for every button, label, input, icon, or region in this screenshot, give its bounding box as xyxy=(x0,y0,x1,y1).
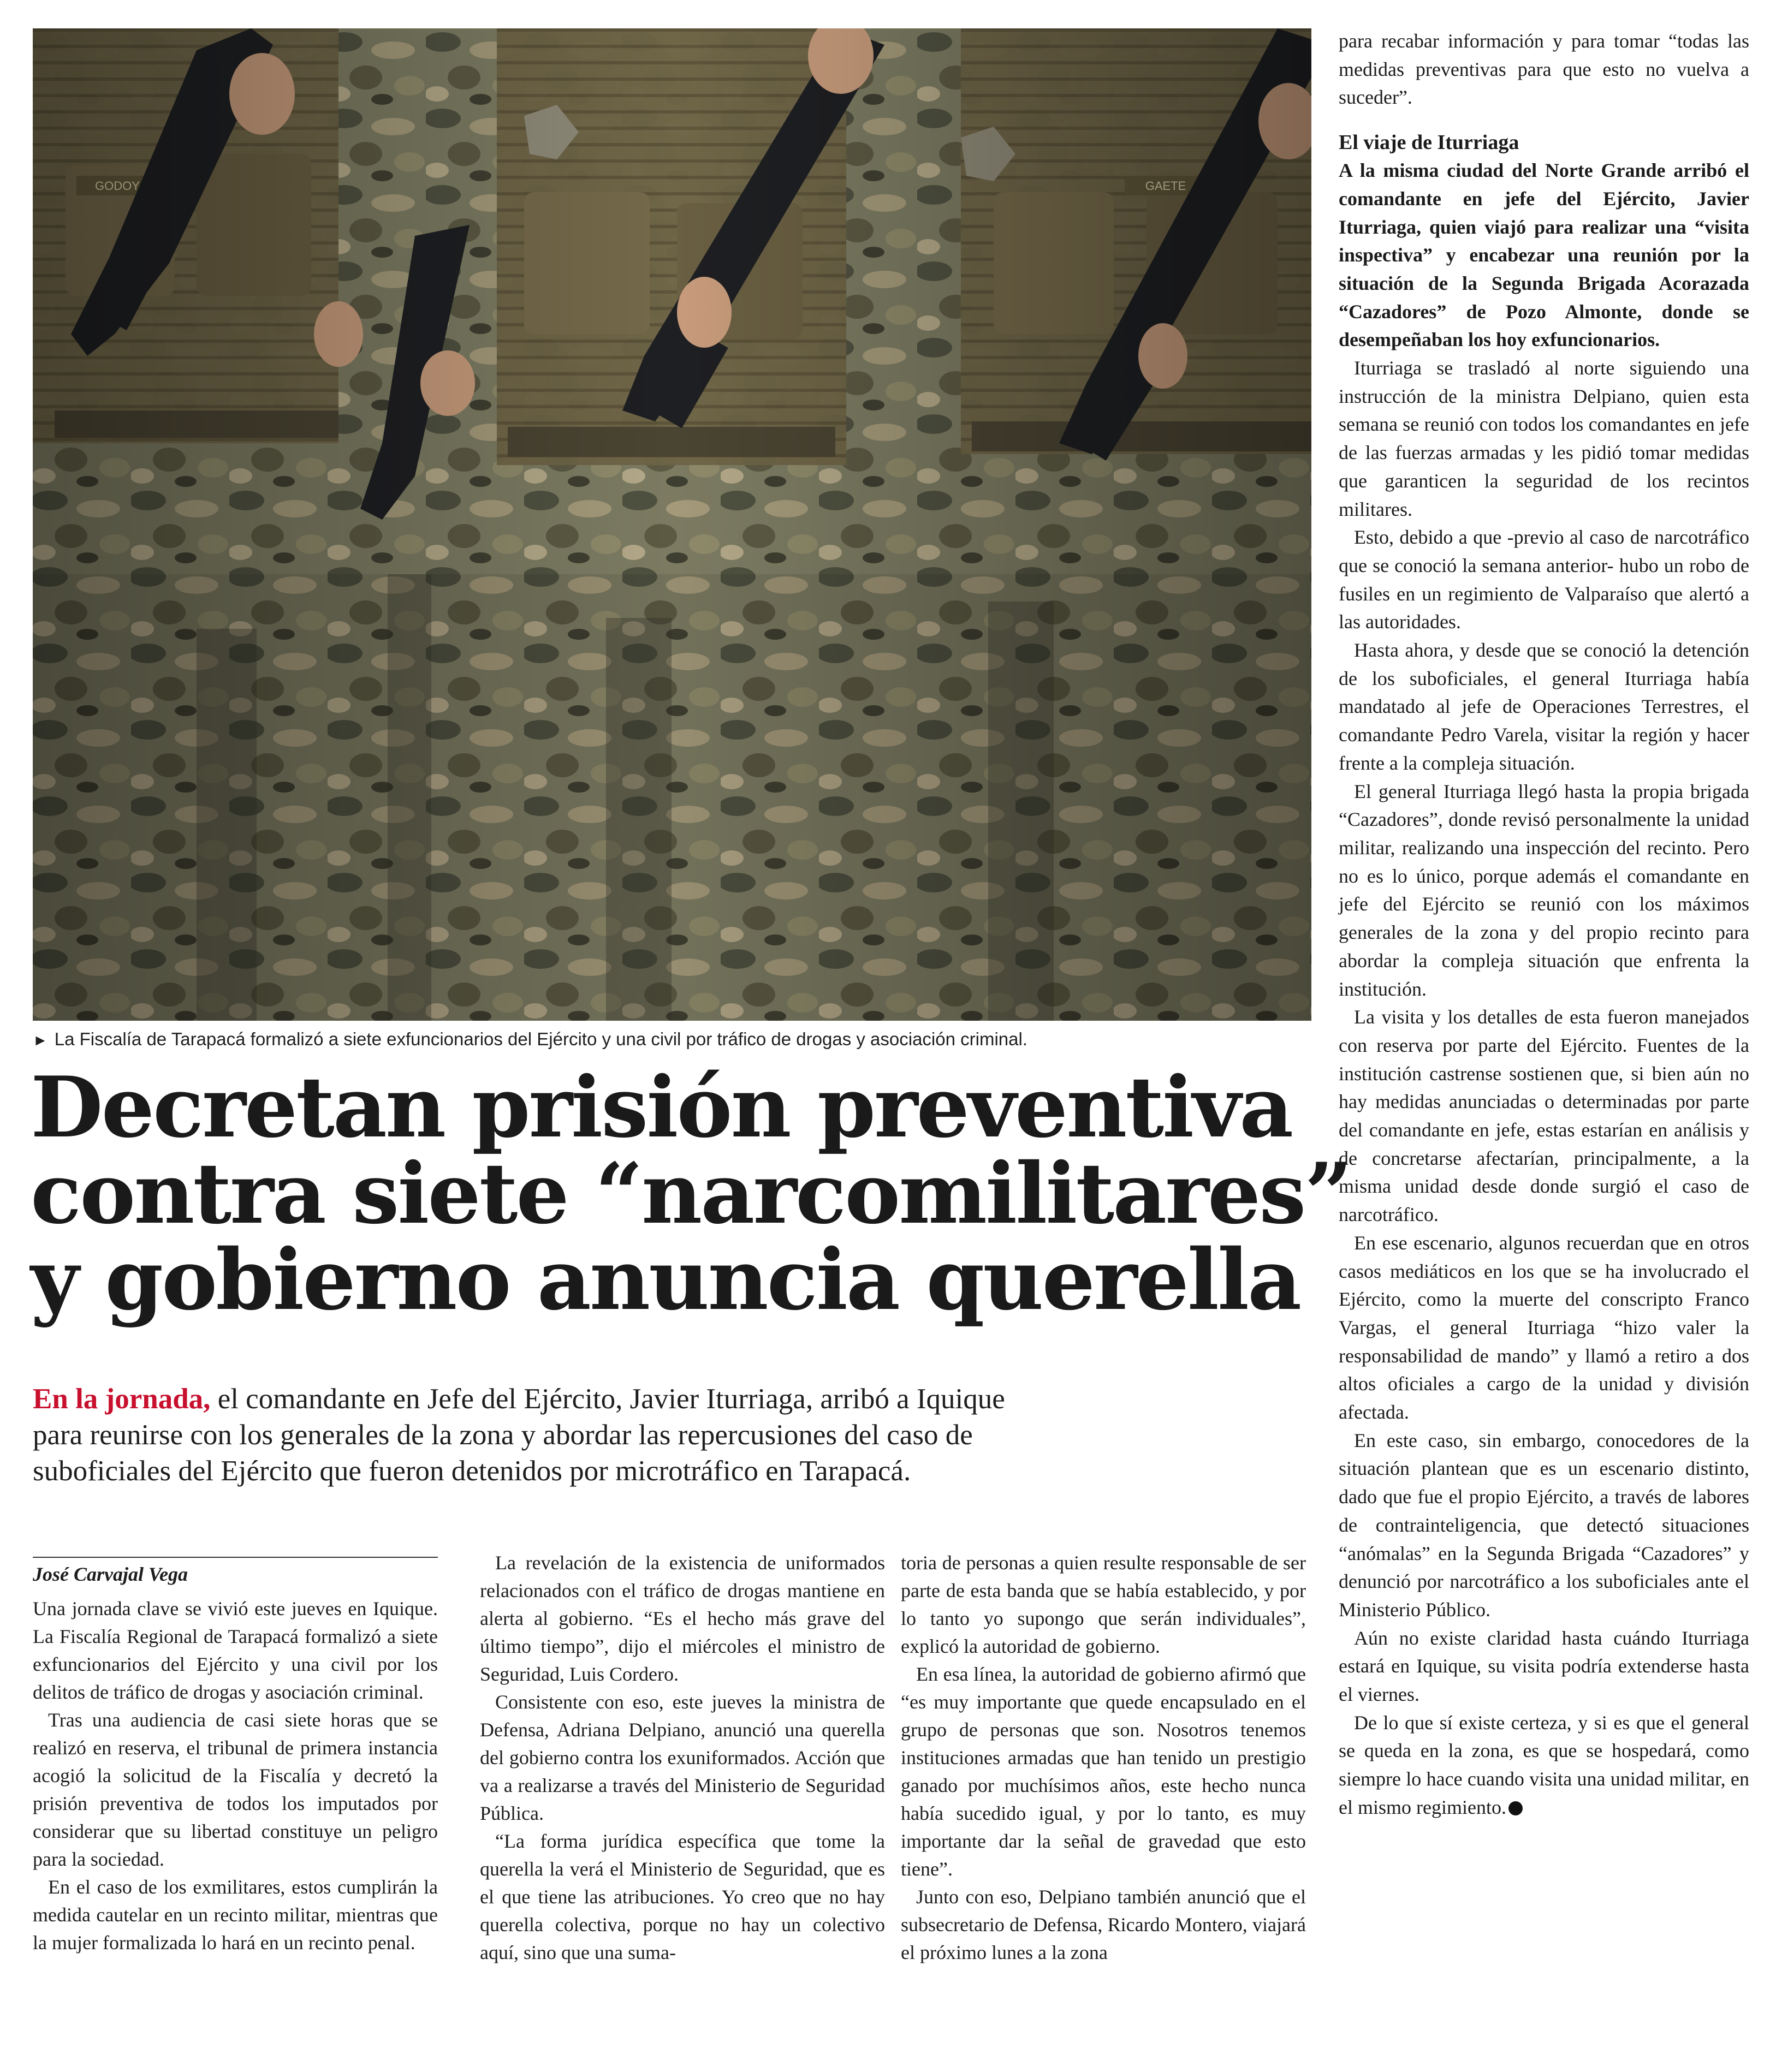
col2-paragraph-1: La revelación de la existencia de uniformados relacionados con el tráfico de drogas mantiene en alerta al gobierno. “Es el hecho más grave del último tiempo”, dijo el miércoles el ministro de Seguridad, Luis Cordero. xyxy=(480,1552,885,1685)
col2-paragraph-2: Consistente con eso, este jueves la ministra de Defensa, Adriana Delpiano, anunció una querella del gobierno contra los exuniformados. Acción que va a realizarse a través del Ministerio de Seguridad Pública. xyxy=(480,1691,885,1824)
col3-paragraph-1: toria de personas a quien resulte responsable de ser parte de esta banda que se había establecido, y por lo tanto yo supongo que serán individuales”, explicó la autoridad de gobierno. xyxy=(901,1552,1306,1657)
col4-intro-paragraph: A la misma ciudad del Norte Grande arribó el comandante en jefe del Ejército, Javier Iturriaga, quien viajó para realizar una “visita inspectiva” y encabezar una reunión por la situación de la Segunda Brigada Acorazada “Cazadores” de Pozo Almonte, donde se desempeñaban los hoy exfuncionarios. xyxy=(1339,159,1749,351)
col1-paragraph-2: Tras una audiencia de casi siete horas que se realizó en reserva, el tribunal de primera instancia acogió la solicitud de la Fiscalía y decretó la prisión preventiva de todos los imputados por considerar que su libertad constituye un peligro para la sociedad. xyxy=(33,1709,438,1870)
lede xyxy=(33,1381,1305,1489)
col4-paragraph-9 xyxy=(1339,1709,1749,1822)
byline: José Carvajal Vega xyxy=(33,1557,438,1587)
photo-caption xyxy=(33,1028,1311,1051)
body-column-4 xyxy=(1339,27,1749,1822)
lede-kicker: En la jornada, xyxy=(33,1383,211,1415)
section-subhead: El viaje de Iturriaga xyxy=(1339,131,1519,154)
col1-paragraph-1: Una jornada clave se vivió este jueves en Iquique. La Fiscalía Regional de Tarapacá formalizó a siete exfuncionarios del Ejército y una civil por los delitos de tráfico de drogas y asociación criminal. xyxy=(33,1598,438,1703)
body-column-2 xyxy=(480,1549,885,1967)
soldiers-photo-illustration xyxy=(33,28,1311,1021)
headline-line-2: contra siete “narcomilitares” xyxy=(31,1145,1351,1243)
col4-paragraph-8: Aún no existe claridad hasta cuándo Iturriaga estará en Iquique, su visita podría extenderse hasta el viernes. xyxy=(1339,1627,1749,1706)
col4-paragraph-3: Hasta ahora, y desde que se conoció la detención de los suboficiales, el general Iturriaga había mandatado al jefe de Operaciones Terrestres, el comandante Pedro Varela, visitar la región y hacer frente a la compleja situación. xyxy=(1339,639,1749,774)
body-column-1 xyxy=(33,1557,438,1957)
col4-paragraph-4: El general Iturriaga llegó hasta la propia brigada “Cazadores”, donde revisó personalmente la unidad militar, realizando una inspección del recinto. Pero no es lo único, porque además el comandante en jefe del Ejército se reunió con los máximos generales de la zona y del propio recinto para abordar la compleja situación que enfrenta la institución. xyxy=(1339,780,1749,1000)
col1-paragraph-3: En el caso de los exmilitares, estos cumplirán la medida cautelar en un recinto militar, mientras que la mujer formalizada lo hará en un recinto penal. xyxy=(33,1876,438,1954)
col4-paragraph-1: Iturriaga se trasladó al norte siguiendo una instrucción de la ministra Delpiano, quien esta semana se reunió con todos los comandantes en jefe de las fuerzas armadas y les pidió tomar medidas que garanticen la seguridad de los recintos militares. xyxy=(1339,357,1749,520)
headline xyxy=(31,1058,1351,1329)
headline-line-1: Decretan prisión preventiva xyxy=(31,1058,1292,1157)
lede-line-1-text: el comandante en Jefe del Ejército, Javier Iturriaga, arribó a Iquique xyxy=(210,1383,1005,1415)
col4-paragraph-6: En ese escenario, algunos recuerdan que en otros casos mediáticos en los que se ha involucrado el Ejército, como la muerte del conscripto Franco Vargas, el general Iturriaga “hizo valer la responsabilidad de mando” y llamó a retiro a dos altos oficiales a cargo de la unidad y división afectada. xyxy=(1339,1231,1749,1424)
col4-paragraph-2: Esto, debido a que -previo al caso de narcotráfico que se conoció la semana anterior- hubo un robo de fusiles en un regimiento de Valparaíso que alertó a las autoridades. xyxy=(1339,526,1749,633)
caption-arrow-icon: ► xyxy=(33,1032,48,1049)
col4-paragraph-5: La visita y los detalles de esta fueron manejados con reserva por parte del Ejército. Fuentes de la institución castrense sostienen que, si bien aún no hay medidas anunciadas o determinadas por parte del comandante en jefe, estas estarían en análisis y de concretarse afectarían, principalmente, a la misma unidad desde donde surgió el caso de narcotráfico. xyxy=(1339,1006,1749,1226)
col3-paragraph-3: Junto con eso, Delpiano también anunció que el subsecretario de Defensa, Ricardo Montero, viajará el próximo lunes a la zona xyxy=(901,1886,1306,1963)
end-of-article-icon xyxy=(1508,1801,1523,1815)
caption-text: La Fiscalía de Tarapacá formalizó a siete exfuncionarios del Ejército y una civil por tráfico de drogas y asociación criminal. xyxy=(54,1029,1027,1049)
body-column-3 xyxy=(901,1549,1306,1967)
col4-paragraph-7: En este caso, sin embargo, conocedores de la situación plantean que es un escenario distinto, dado que fue el propio Ejército, a través de labores de contrainteligencia, que detectó situaciones “anómalas” en la Segunda Brigada “Cazadores” y denunció por narcotráfico a los suboficiales ante el Ministerio Público. xyxy=(1339,1429,1749,1621)
col4-top-paragraph: para recabar información y para tomar “todas las medidas preventivas para que esto no vuelva a suceder”. xyxy=(1339,30,1749,109)
headline-line-3: y gobierno anuncia querella xyxy=(31,1231,1300,1329)
lede-line-1 xyxy=(33,1381,1305,1417)
col4-paragraph-9-text: De lo que sí existe certeza, y si es que el general se queda en la zona, es que se hospedará, como siempre lo hace cuando visita una unidad militar, en el mismo regimiento. xyxy=(1339,1711,1749,1818)
article-photo xyxy=(33,28,1311,1021)
lede-line-3: suboficiales del Ejército que fueron detenidos por microtráfico en Tarapacá. xyxy=(33,1455,911,1487)
col3-paragraph-2: En esa línea, la autoridad de gobierno afirmó que “es muy importante que quede encapsulado en el grupo de personas que son. Nosotros tenemos instituciones armadas que han tenido un prestigio ganado por muchísimos años, este hecho nunca había sucedido igual, y por lo tanto, es muy importante dar la señal de gravedad que esto tiene”. xyxy=(901,1663,1306,1880)
col2-paragraph-3: “La forma jurídica específica que tome la querella la verá el Ministerio de Seguridad, que es el que tiene las atribuciones. Yo creo que no hay querella colectiva, porque no hay un colectivo aquí, sino que una suma- xyxy=(480,1830,885,1963)
lede-line-2: para reunirse con los generales de la zona y abordar las repercusiones del caso de xyxy=(33,1419,973,1451)
